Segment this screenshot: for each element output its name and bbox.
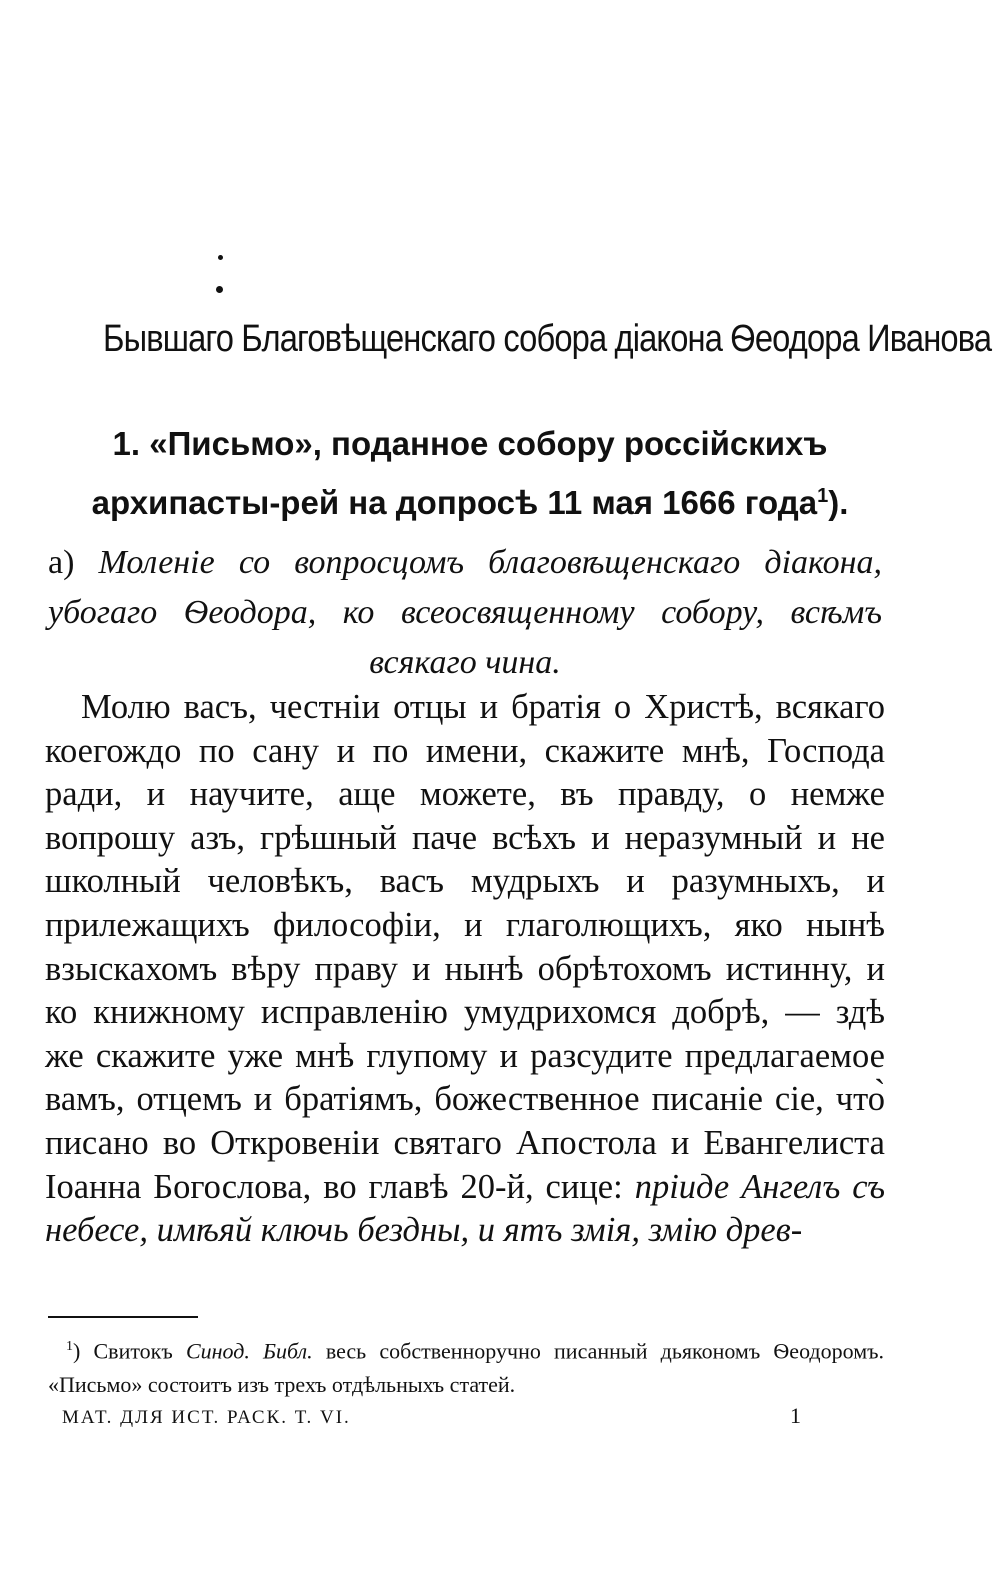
- footnote-divider: [48, 1316, 198, 1318]
- subsection-label: а): [48, 544, 75, 581]
- article-heading: Бывшаго Благовѣщенскаго собора діакона Ѳеодора Иванова: [103, 318, 992, 360]
- printer-signature: МАТ. ДЛЯ ИСТ. РАСК. Т. VI.: [62, 1407, 351, 1428]
- section-title: [50, 418, 890, 529]
- print-speck: [216, 286, 223, 293]
- section-title-end: ).: [828, 484, 849, 521]
- footnote-marker: 1: [817, 485, 829, 507]
- page-number: 1: [790, 1403, 801, 1428]
- subsection-title: [48, 538, 882, 688]
- print-speck: [218, 255, 223, 260]
- body-text: Молю васъ, честніи отцы и братія о Христѣ, всякаго коегождо по сану и по имени, скажите мнѣ, Господа ради, и научите, аще можете, въ правду, о немже вопрошу азъ, грѣшный паче всѣхъ и неразумный и не школный человѣкъ, васъ мудрыхъ и разумныхъ, и прилежащихъ философіи, и глаголющихъ, яко нынѣ взыскахомъ вѣру праву и нынѣ обрѣтохомъ истинну, и ко книжному исправленію умудрихомся добрѣ, — здѣ же скажите уже мнѣ глупому и разсудите предлагаемое вамъ, отцемъ и братіямъ, божественное писаніе сіе, что̀ писано во Откровеніи святаго Апостола и Евангелиста Іоанна Богослова, во главѣ 20-й, сице:: [45, 688, 885, 1206]
- footnote-text-a: ) Свитокъ: [73, 1338, 173, 1364]
- footnote-source: Синод. Библ.: [185, 1338, 313, 1364]
- section-number: 1.: [112, 425, 141, 462]
- footnote: [48, 1330, 884, 1402]
- scripture-quote: пріиде Ангелъ съ небесе, имѣяй ключь бездны, и ятъ змія, змію древ-: [45, 1167, 885, 1250]
- footnote-text-b: весь собственноручно писанный дьякономъ Ѳеодоромъ. «Письмо» состоитъ изъ трехъ отдѣльныхъ статей.: [48, 1338, 885, 1398]
- section-title-text: «Письмо», поданное собору россійскихъ архипасты-рей на допросѣ 11 мая 1666 года: [91, 425, 828, 521]
- subsection-text: Моленіе со вопросцомъ благовѣщенскаго діакона, убогаго Ѳеодора, ко всеосвященному собору, всѣмъ всякаго чина.: [48, 544, 882, 681]
- footnote-number: 1: [66, 1339, 73, 1354]
- body-paragraph: [45, 686, 885, 1253]
